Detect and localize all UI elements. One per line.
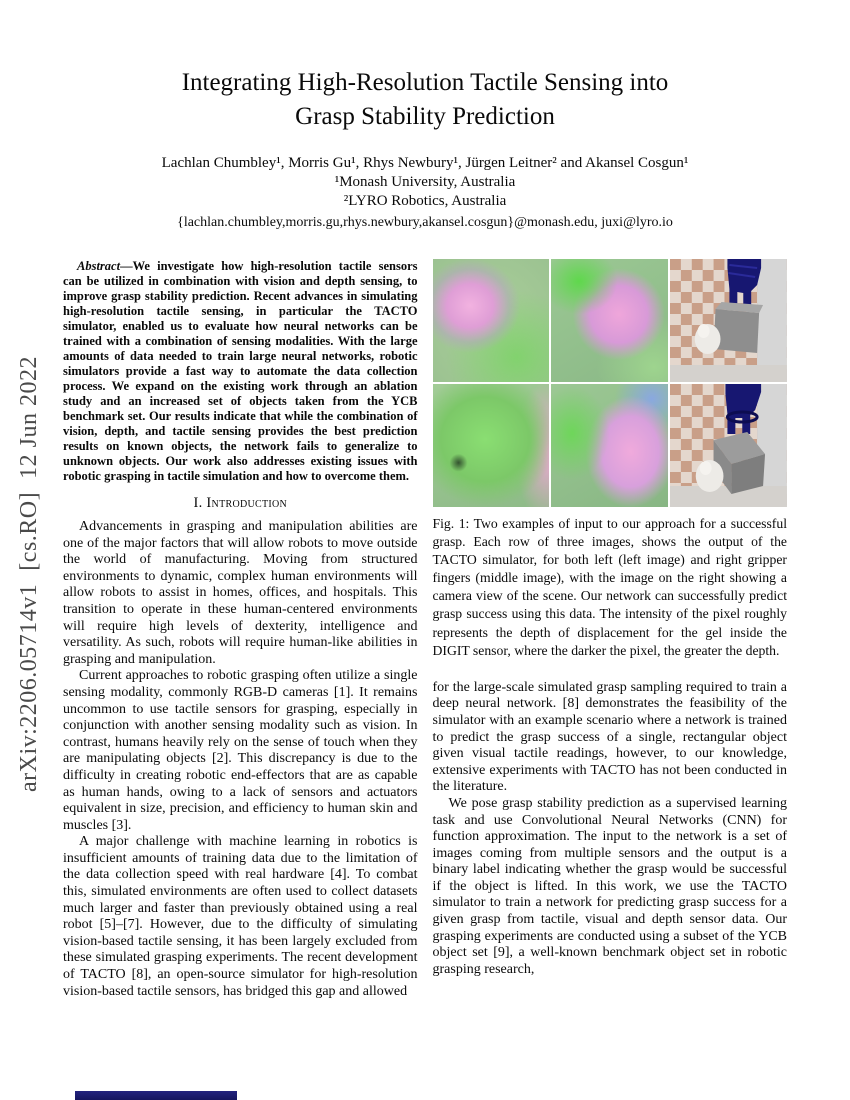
tactile-image-left-finger-row1 [433, 259, 550, 382]
arxiv-watermark: arXiv:2206.05714v1 [cs.RO] 12 Jun 2022 [16, 356, 42, 792]
paper-header [0, 0, 850, 232]
grasped-box-front [714, 309, 760, 353]
figure-1 [433, 259, 788, 660]
camera-view-row2 [670, 384, 787, 507]
affiliation-monash: ¹Monash University, Australia [334, 174, 516, 190]
left-column [63, 259, 418, 1000]
figure-1-caption: Fig. 1: Two examples of input to our approach for a successful grasp. Each row of three images, shows the output of the TACTO simulator, for both left (left image) and right gripper fingers (middle image), with the image on the right showing a camera view of the scene. Our network can successfully predict grasp success using this data. The intensity of the pixel roughly represents the depth of displacement for the gel inside the DIGIT sensor, where the darker the pixel, the greater the depth. [432, 516, 787, 658]
tactile-image-right-finger-row2 [551, 384, 668, 507]
abstract [63, 259, 418, 484]
table-edge [670, 365, 787, 382]
intro-paragraph-1: Advancements in grasping and manipulation abilities are one of the major factors that will allow robots to move outside the world of manufacturing. Moving from structured environments to dynamic, complex human environments will allow robots to assist in homes, offices, and hospitals. This transition to operate in these human-centered environments will require high levels of dexterity, intelligence and versatility. As such, robots will require human-like abilities in grasping and manipulation. [63, 519, 418, 667]
right-column [433, 259, 788, 1000]
next-page-figure-sliver [75, 1091, 237, 1100]
author-line: Lachlan Chumbley¹, Morris Gu¹, Rhys Newbury¹, Jürgen Leitner² and Akansel Cosgun¹ [161, 155, 689, 171]
tactile-image-right-finger-row1 [551, 259, 668, 382]
affiliation-lyro: ²LYRO Robotics, Australia [343, 193, 507, 209]
tactile-image-left-finger-row2 [433, 384, 550, 507]
author-emails: {lachlan.chumbley,morris.gu,rhys.newbury,akansel.cosgun}@monash.edu, juxi@lyro.io [177, 215, 673, 230]
intro-paragraph-2: Current approaches to robotic grasping often utilize a single sensing modality, commonly RGB-D cameras [1]. It remains uncommon to use tactile sensors for grasping, especially in conjunction with another sensing modality such as vision. In contrast, humans heavily rely on the sense of touch when they are manipulating objects [2]. This discrepancy is due to the difficulty in creating robotic end-effectors that are as capable as human hands, owing to a lack of sensors and actuators equivalent in size, precision, and efficiency to human skin and muscles [3]. [63, 668, 418, 833]
figure-1-image-grid [433, 259, 788, 507]
two-column-body [0, 259, 850, 1000]
camera-view-row1 [670, 259, 787, 382]
gray-wall [757, 259, 787, 382]
abstract-label: Abstract [77, 259, 121, 273]
scene-render-1 [670, 259, 787, 382]
title-line-2: Grasp Stability Prediction [295, 103, 555, 130]
scene-render-2 [670, 384, 787, 507]
white-object-highlight [698, 324, 710, 338]
section-heading-introduction: I. Introduction [193, 495, 288, 511]
paper-title [0, 66, 850, 134]
title-line-1: Integrating High-Resolution Tactile Sensing into [181, 69, 669, 96]
white-object-highlight [700, 461, 712, 475]
right-paragraph-2: We pose grasp stability prediction as a supervised learning task and use Convolutional Neural Networks (CNN) for function approximation. The input to the network is a set of images coming from multiple sensors and the output is a binary label indicating whether the grasp would be successful if the object is lifted. In this work, we use the TACTO simulator to train a network for predicting grasp success for a given grasp from tactile, visual and depth sensor data. Our grasping experiments are conducted using a subset of the YCB object set [9], a well-known benchmark object set in robotic grasping research, [432, 795, 787, 977]
right-paragraph-1: for the large-scale simulated grasp sampling required to train a deep neural network. [8] demonstrates the feasibility of the simulator with an example scenario where a network is trained to predict the grasp success of a single, rectangular object given visual tactile readings, however, to our knowledge, extensive experiments with TACTO has not been conducted in the literature. [432, 679, 787, 795]
intro-paragraph-3: A major challenge with machine learning in robotics is insufficient amounts of training data due to the limitation of the data collection speed with real hardware [4]. To combat this, simulated environments are often used to collect datasets much larger and faster than previously obtained using a real robot [5]–[7]. However, due to the difficulty of simulating vision-based tactile sensing, it has been largely excluded from these simulated grasping experiments. The recent development of TACTO [8], an open-source simulator for high-resolution vision-based tactile sensors, has bridged this gap and allowed [63, 834, 418, 999]
abstract-text: —We investigate how high-resolution tactile sensors can be utilized in combination with vision and depth sensing, to improve grasp stability prediction. Recent advances in simulating high-resolution tactile sensing, in particular the TACTO simulator, enabled us to evaluate how neural networks can be trained with a combination of sensing modalities. With the large amounts of data needed to train large neural networks, robotic simulators provide a fast way to automate the data collection process. We expand on the existing work through an ablation study and an increased set of objects taken from the YCB benchmark set. Our results indicate that while the combination of vision, depth, and tactile sensing provides the best prediction results on known objects, the network fails to generalize to unknown objects. Our work also addresses existing issues with robotic grasping in tactile simulation and how to overcome them. [63, 259, 418, 483]
